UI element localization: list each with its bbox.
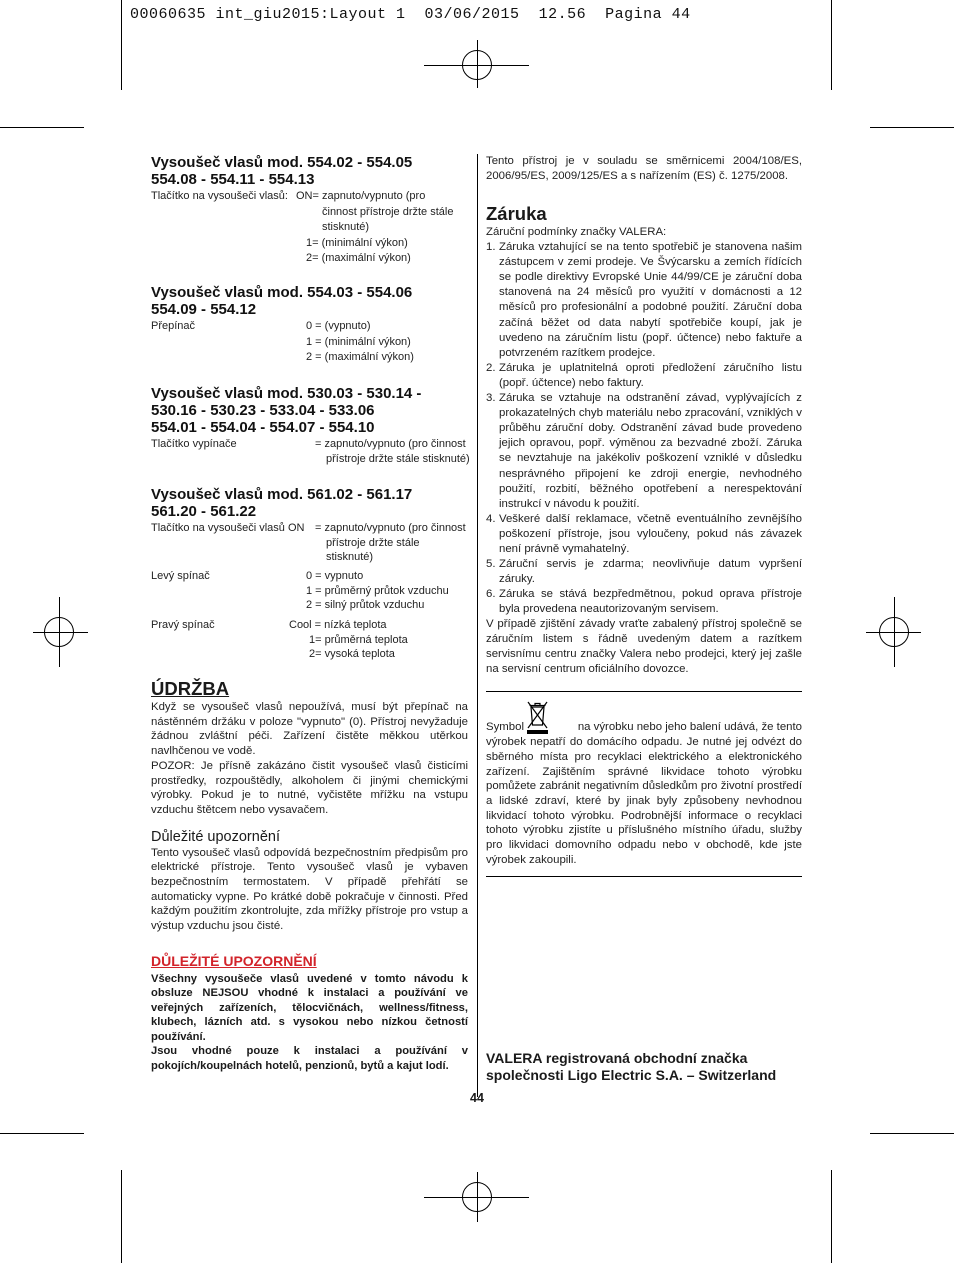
crop-mark xyxy=(870,1133,954,1134)
brand-note: VALERA registrovaná obchodní značka společnosti Ligo Electric S.A. – Switzerland xyxy=(486,1050,777,1083)
section-title-zaruka: Záruka xyxy=(486,203,547,225)
list-item: 2. Záruka je uplatnitelná oproti předložení záručního listu (popř. účtence) nebo faktury. xyxy=(486,361,802,389)
udrzba-paragraph-1: Když se vysoušeč vlasů nepoužívá, musí být přepínač na nástěnném držáku v poloze "vypnuto" (0). Přístroj nevyžaduje žádnou zvláštní péči. Zařízení čistěte měkkou utěrkou navlhčenou ve vodě. xyxy=(151,701,468,758)
right-column xyxy=(486,154,802,877)
crop-mark xyxy=(870,127,954,128)
warning-paragraph-1: Všechny vysoušeče vlasů uvedené v tomto návodu k obsluze NEJSOU vhodné k instalaci a používání ve veřejných zařízeních, tělocvičnách, wellness/fitness, klubech, lázních atd. s vysokou nebo nízkou četností používání. xyxy=(151,972,468,1043)
crop-mark xyxy=(831,0,832,90)
crop-mark xyxy=(0,1133,84,1134)
model-specs-2: Přepínač 0 = (vypnuto) 1 = (minimální výkon) 2 = (maximální výkon) xyxy=(151,320,414,363)
divider-rule xyxy=(486,876,802,877)
crop-mark xyxy=(831,1170,832,1263)
weee-symbol-label: Symbol xyxy=(486,721,524,734)
udrzba-paragraph-2: POZOR: Je přísně zakázáno čistit vysoušeč vlasů čisticími prostředky, rozpouštědly, alkoholem či jinými chemickými výrobky. Pokud je to nutné, vyčistěte mřížku na vstupu vzduchu štětcem nebo vysavačem. xyxy=(151,759,468,816)
model-heading-4: Vysoušeč vlasů mod. 561.02 - 561.17 561.20 - 561.22 xyxy=(151,486,413,520)
weee-paragraph: výrobek nepatří do domácího odpadu. Je nutné jej odvézt do sběrného místa pro recyklaci elektrického a elektronického zařízení. Zajištěním správné likvidace tohoto výrobku pomůžete zabránit negativním důsledkům pro životní prostředí a lidské zdraví, které by jinak byly způsobeny nevhodnou likvidací tohoto výrobku. Podrobnější informace o recyklaci tohoto výrobku zjistíte u příslušného místního úřadu, služby pro likvidaci domovního odpadu nebo v obchodě, kde jste výrobek zakoupili. xyxy=(486,736,802,866)
warranty-closing: V případě zjištění závady vraťte zabalený přístroj společně se záručním listem s řádně uvedeným datem a razítkem servisnímu centru značky Valera nebo prodejci, který jej zašle na servisní centrum oficiálního dovozce. xyxy=(486,618,802,675)
divider-rule xyxy=(486,691,802,692)
warranty-intro: Záruční podmínky značky VALERA: xyxy=(486,226,667,239)
page-number: 44 xyxy=(470,1091,484,1105)
crop-mark xyxy=(121,1170,122,1263)
model-specs-1: Tlačítko na vysoušeči vlasů: ON= zapnuto/vypnuto (pro činnost přístroje držte stále stisknuté) 1= (minimální výkon) 2= (maximální výkon) xyxy=(151,190,454,264)
conformity-paragraph: Tento přístroj je v souladu se směrnicemi 2004/108/ES, 2006/95/ES, 2009/125/ES a s nařízením (ES) č. 1275/2008. xyxy=(486,155,802,182)
list-item: 4. Veškeré další reklamace, včetně eventuálního zevnějšího poškození přístroje, jsou vyloučeny, pokud nás závazek není právně vymahatelný. xyxy=(486,512,802,555)
model-specs-4: Tlačítko na vysoušeči vlasů ON = zapnuto/vypnuto (pro činnost přístroje držte stále stisknuté) Levý spínač 0 = vypnuto 1 = průměrný průtok vzduchu 2 = silný průtok vzduchu Pravý spínač Cool = nízká teplota 1= průměrná teplota 2= vysoká teplota xyxy=(151,522,466,660)
weee-bin-icon xyxy=(525,699,550,735)
section-title-dulezite: Důležité upozornění xyxy=(151,828,280,845)
warning-title: DŮLEŽITÉ UPOZORNĚNÍ xyxy=(151,952,317,969)
section-title-udrzba: ÚDRŽBA xyxy=(151,678,230,699)
model-heading-3: Vysoušeč vlasů mod. 530.03 - 530.14 - 530.16 - 530.23 - 533.04 - 533.06 554.01 - 554.04 - 554.07 - 554.10 xyxy=(151,385,422,436)
list-item: 3. Záruka se vztahuje na odstranění závad, vyplývajících z prokazatelných chyb materiálu nebo zpracování, vzniklých v průběhu záruční doby. Odstranění závad bude provedeno jejich opravou, popř. výměnou za bezvadné zboží. Záruka se nevztahuje na jakékoliv poškození vzniklé v důsledku nesprávného připojení ke zdroji energie, nevhodného použití, rozbití, běžného opotřebení a nerespektování instrukcí v návodu k použití. xyxy=(486,392,802,510)
crop-mark xyxy=(0,127,84,128)
warning-paragraph-2: Jsou vhodné pouze k instalaci a používání v pokojích/koupelnách hotelů, penzionů, bytů a kajut lodí. xyxy=(151,1045,468,1072)
crop-mark xyxy=(121,0,122,90)
model-heading-2: Vysoušeč vlasů mod. 554.03 - 554.06 554.09 - 554.12 xyxy=(151,284,413,318)
list-item: 6. Záruka se stává bezpředmětnou, pokud oprava přístroje byla provedena neautorizovaným servisem. xyxy=(486,588,802,616)
weee-first-line: na výrobku nebo jeho balení udává, že tento xyxy=(577,721,802,734)
left-column xyxy=(151,154,468,1073)
model-specs-3: Tlačítko vypínače = zapnuto/vypnuto (pro činnost přístroje držte stále stisknuté) xyxy=(151,438,470,465)
column-divider xyxy=(477,154,478,1097)
list-item: 5. Záruční servis je zdarma; neovlivňuje datum vypršení záruky. xyxy=(486,558,802,586)
weee-block xyxy=(486,699,802,867)
print-header: 00060635 int_giu2015:Layout 1 03/06/2015 12.56 Pagina 44 xyxy=(130,6,691,23)
dulezite-paragraph: Tento vysoušeč vlasů odpovídá bezpečnostním předpisům pro elektrické přístroje. Tento vysoušeč vlasů je vybaven bezpečnostním termostatem. V případě přehřátí se automaticky vypne. Po krátké době pokračuje v činnosti. Před každým použitím zkontrolujte, zda mřížky přístroje pro vstup a výstup vzduchu jsou čisté. xyxy=(151,846,468,933)
model-heading-1: Vysoušeč vlasů mod. 554.02 - 554.05 554.08 - 554.11 - 554.13 xyxy=(151,154,413,188)
warranty-list xyxy=(486,240,802,617)
list-item: 1. Záruka vztahující se na tento spotřebič je stanovena našim zástupcem v zemi prodeje. Ve Švýcarsku a zemích řídících se podle direktivy Evropské Unie 44/99/CE je záruční doba stanovená na 24 měsíců pro využití v domácnosti a 12 měsíců pro profesionální a podobné použití. Záruční doba začíná běžet od data nabytí spotřebiče koupí, jak je uvedeno na záručním listu (popř. účtence) nebo faktuře a potvrzeném razítkem prodejce. xyxy=(486,241,802,359)
